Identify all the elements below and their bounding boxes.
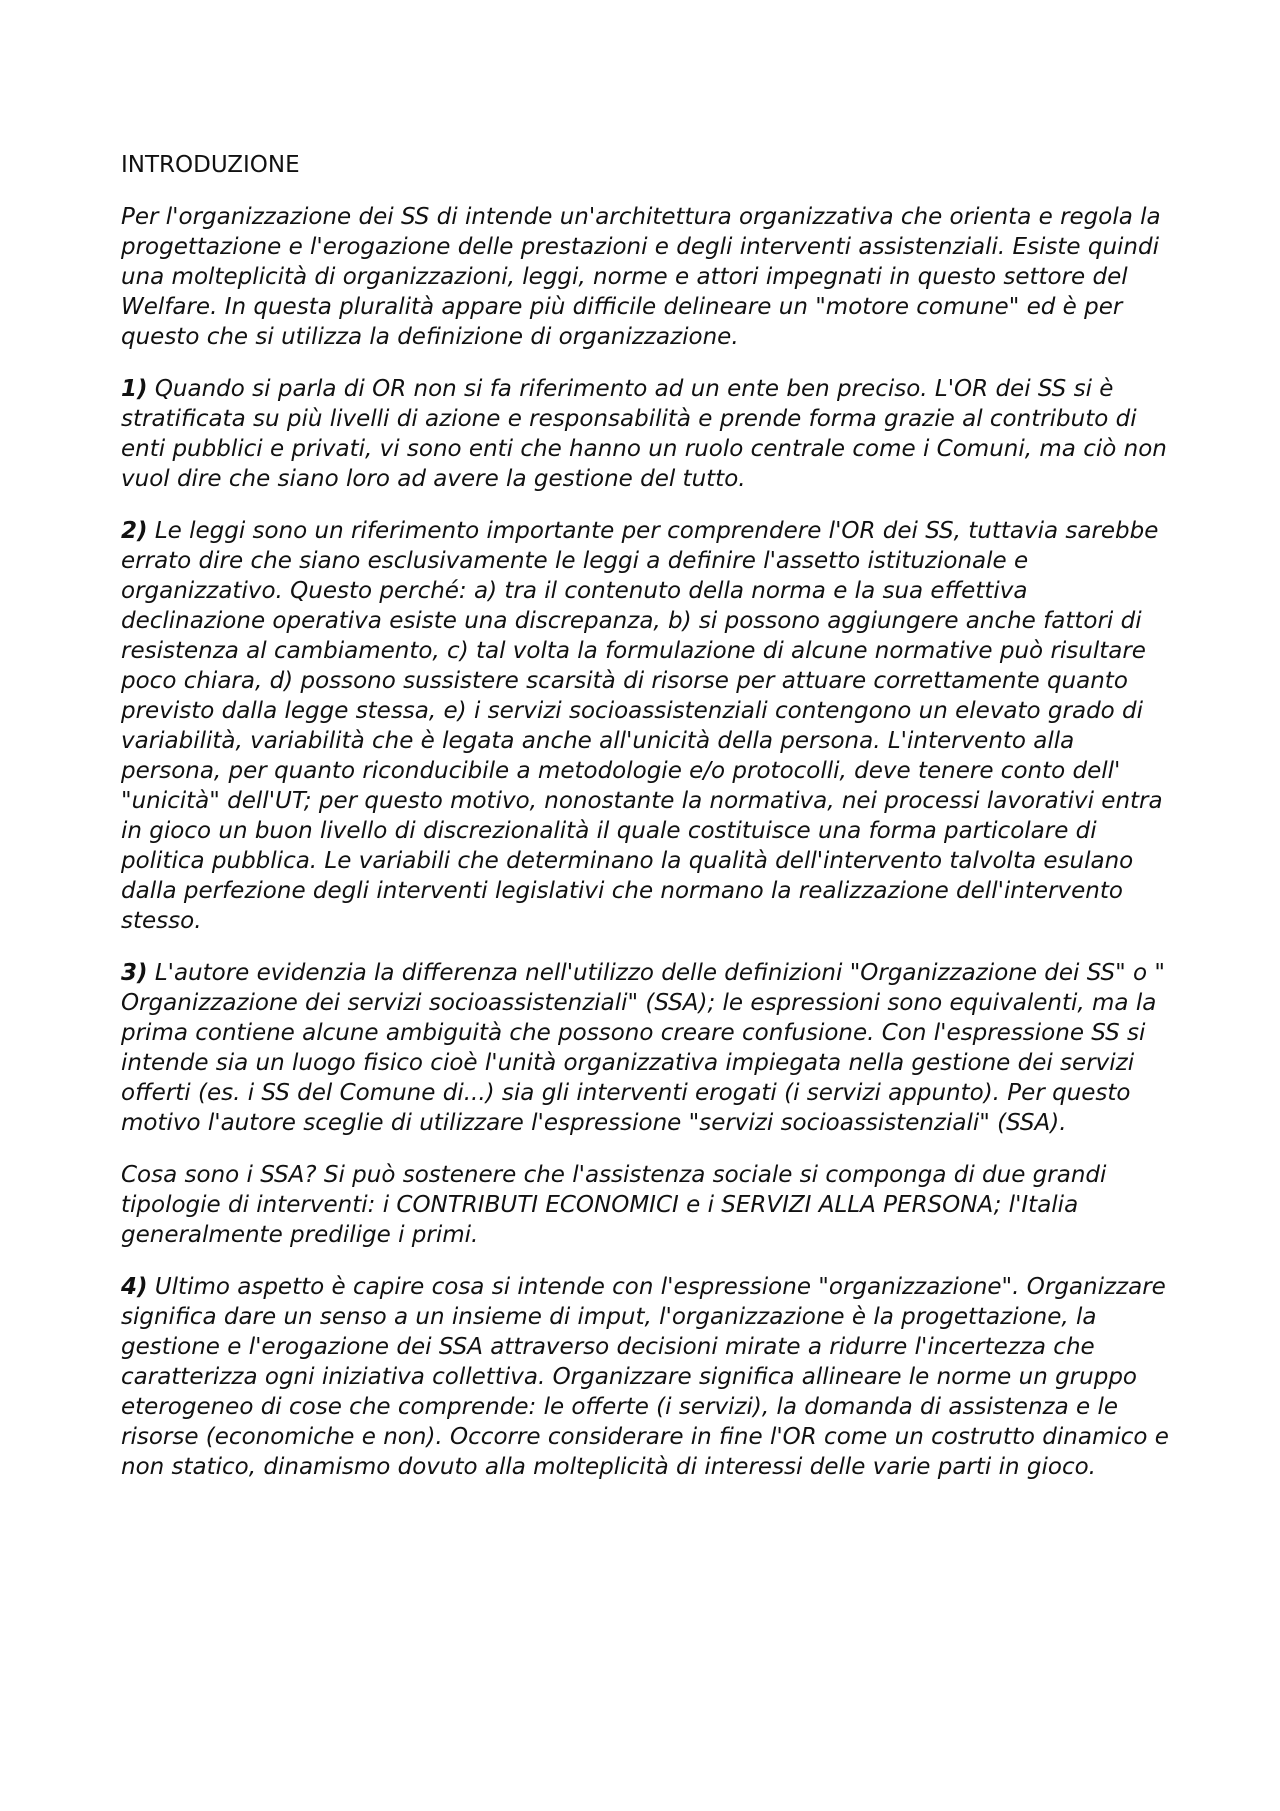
paragraph-text: Quando si parla di OR non si fa riferimento ad un ente ben preciso. L'OR dei SS si è stratificata su più livelli di azione e responsabilità e prende forma grazie al contributo di enti pubblici e privati, vi sono enti che hanno un ruolo centrale come i Comuni, ma ciò non vuol dire che siano loro ad avere la gestione del tutto. [121,376,1167,492]
paragraph-ssa-question [121,1160,1171,1250]
paragraph-text: Per l'organizzazione dei SS di intende un'architettura organizzativa che orienta e regola la progettazione e l'erogazione delle prestazioni e degli interventi assistenziali. Esiste quindi una molteplicità di organizzazioni, leggi, norme e attori impegnati in questo settore del Welfare. In questa pluralità appare più difficile delineare un "motore comune" ed è per questo che si utilizza la definizione di organizzazione. [121,204,1161,350]
document-page [121,150,1171,1504]
paragraph-number: 1) [121,376,148,402]
paragraph-text: Cosa sono i SSA? Si può sostenere che l'assistenza sociale si componga di due grandi tipologie di interventi: i CONTRIBUTI ECONOMICI e i SERVIZI ALLA PERSONA; l'Italia generalmente predilige i primi. [121,1162,1107,1248]
paragraph-text: L'autore evidenzia la differenza nell'utilizzo delle definizioni "Organizzazione dei SS" o " Organizzazione dei servizi socioassistenziali" (SSA); le espressioni sono equivalenti, ma la prima contiene alcune ambiguità che possono creare confusione. Con l'espressione SS si intende sia un luogo fisico cioè l'unità organizzativa impiegata nella gestione dei servizi offerti (es. i SS del Comune di...) sia gli interventi erogati (i servizi appunto). Per questo motivo l'autore sceglie di utilizzare l'espressione "servizi socioassistenziali" (SSA). [121,960,1165,1136]
paragraph-number: 3) [121,960,148,986]
paragraph-intro [121,202,1171,352]
paragraph-point-1 [121,374,1171,494]
paragraph-point-2 [121,516,1171,936]
paragraph-point-3 [121,958,1171,1138]
paragraph-point-4 [121,1272,1171,1482]
paragraph-number: 4) [121,1274,148,1300]
paragraph-number: 2) [121,518,148,544]
paragraph-text: Ultimo aspetto è capire cosa si intende con l'espressione "organizzazione". Organizzare significa dare un senso a un insieme di imput, l'organizzazione è la progettazione, la gestione e l'erogazione dei SSA attraverso decisioni mirate a ridurre l'incertezza che caratterizza ogni iniziativa collettiva. Organizzare significa allineare le norme un gruppo eterogeneo di cose che comprende: le offerte (i servizi), la domanda di assistenza e le risorse (economiche e non). Occorre considerare in fine l'OR come un costrutto dinamico e non statico, dinamismo dovuto alla molteplicità di interessi delle varie parti in gioco. [121,1274,1169,1480]
document-heading: INTRODUZIONE [121,152,300,178]
paragraph-text: Le leggi sono un riferimento importante per comprendere l'OR dei SS, tuttavia sarebbe errato dire che siano esclusivamente le leggi a definire l'assetto istituzionale e organizzativo. Questo perché: a) tra il contenuto della norma e la sua effettiva declinazione operativa esiste una discrepanza, b) si possono aggiungere anche fattori di resistenza al cambiamento, c) tal volta la formulazione di alcune normative può risultare poco chiara, d) possono sussistere scarsità di risorse per attuare correttamente quanto previsto dalla legge stessa, e) i servizi socioassistenziali contengono un elevato grado di variabilità, variabilità che è legata anche all'unicità della persona. L'intervento alla persona, per quanto riconducibile a metodologie e/o protocolli, deve tenere conto dell' "unicità" dell'UT; per questo motivo, nonostante la normativa, nei processi lavorativi entra in gioco un buon livello di discrezionalità il quale costituisce una forma particolare di politica pubblica. Le variabili che determinano la qualità dell'intervento talvolta esulano dalla perfezione degli interventi legislativi che normano la realizzazione dell'intervento stesso. [121,518,1163,934]
